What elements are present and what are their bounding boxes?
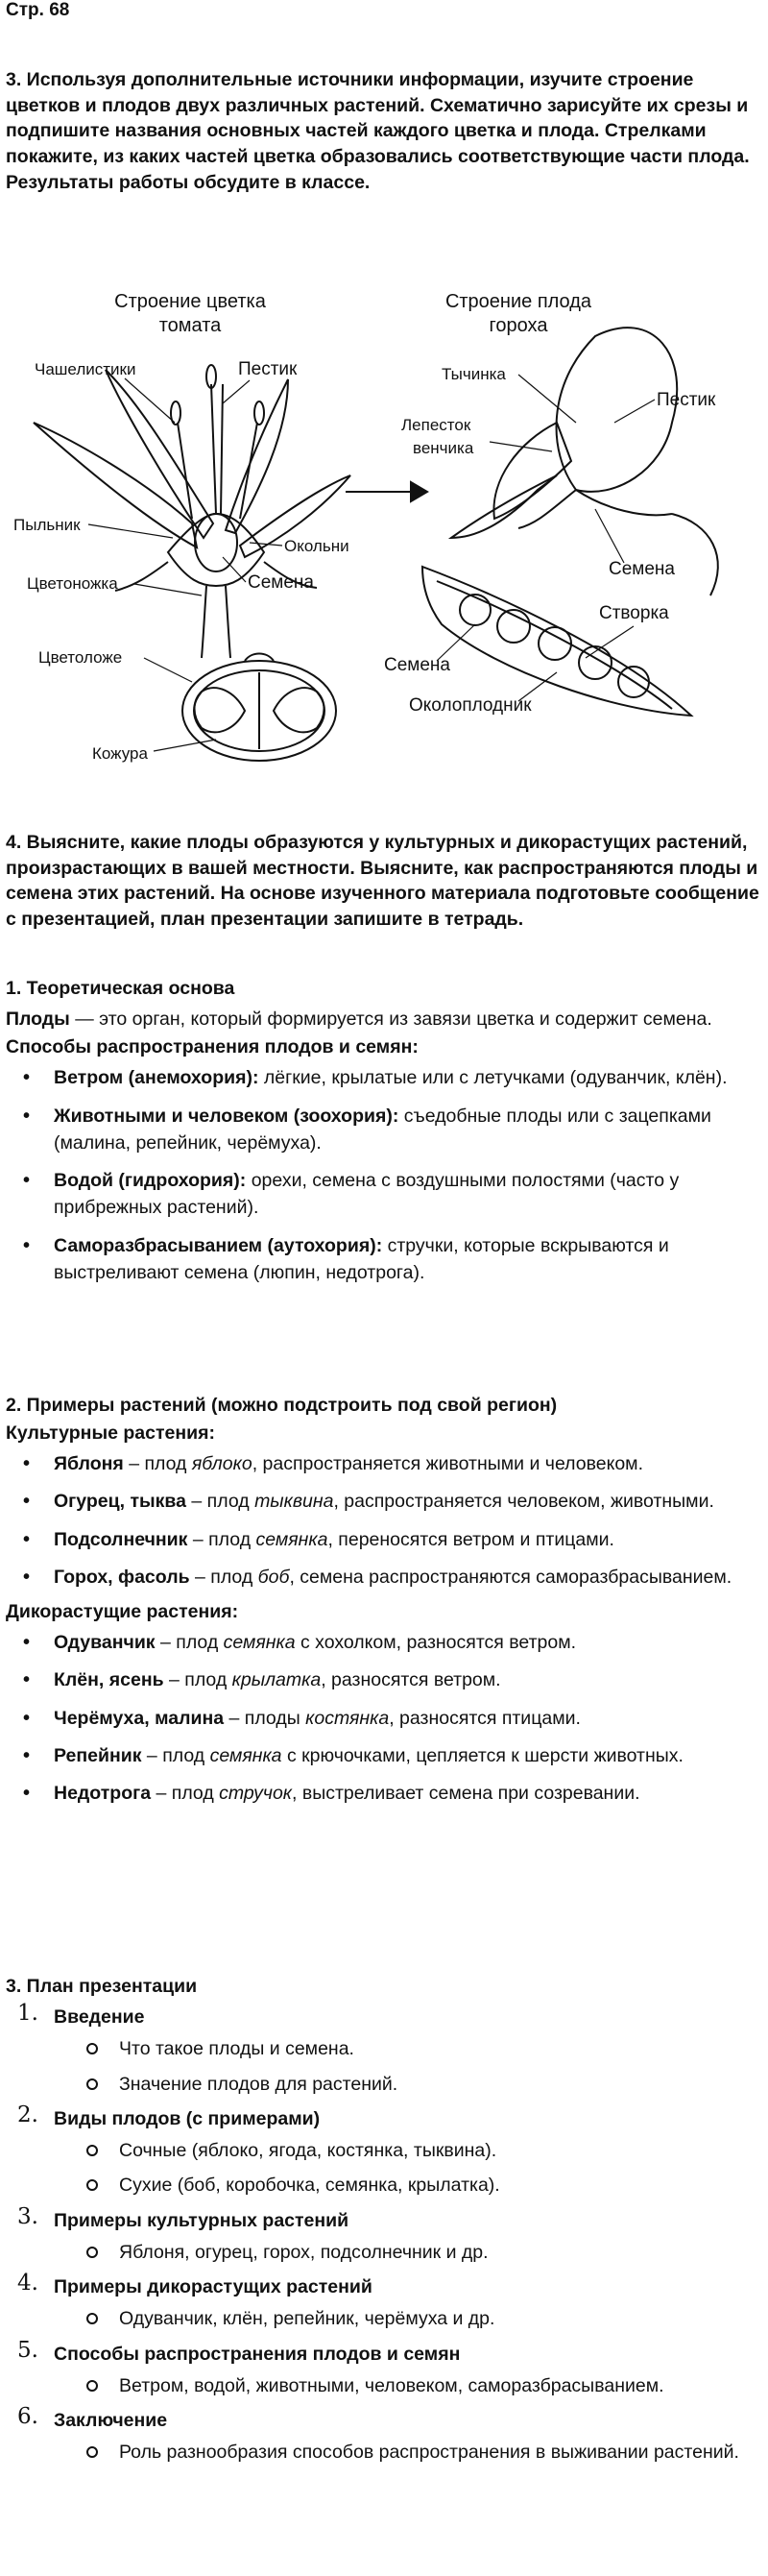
plan-item-title: Введение <box>54 2006 145 2028</box>
plan-item-number: 4. <box>17 2271 38 2297</box>
plant-structure-figure <box>0 279 768 778</box>
task-3-text: 3. Используя дополнительные источники информации, изучите строение цветков и плодов двух различных растений. Схематично зарисуйте их срезы и подпишите названия основных частей каждого цветка и плода. Стрелками покажите, из каких частей цветка образовались соответствующие части плода. Результаты работы обсудите в классе. <box>6 69 750 193</box>
label-okoloplodnik: Околоплодник <box>409 695 532 716</box>
label-chashelistiki: Чашелистики <box>35 360 136 378</box>
fruit-definition <box>6 1006 759 1033</box>
method-text: стручки, которые вскрываются и выстреливают семена (люпин, недотрога). <box>54 1234 669 1283</box>
wild-list <box>6 1629 759 1807</box>
text: – плоды <box>224 1707 306 1729</box>
text: – плод <box>151 1783 220 1805</box>
method-text: съедобные плоды или с зацепками (малина, репейник, черёмуха). <box>54 1105 711 1154</box>
plan-item <box>6 2102 759 2199</box>
method-text: лёгкие, крылатые или с летучками (одуванчик, клён). <box>258 1067 728 1089</box>
plan-sublist <box>54 2137 759 2199</box>
plan-item-title: Способы распространения плодов и семян <box>54 2343 461 2365</box>
definition-term: Плоды <box>6 1009 70 1030</box>
plan-item <box>6 2404 759 2467</box>
text: – плод <box>187 1528 256 1550</box>
plant-name: Яблоня <box>54 1453 124 1474</box>
fruit-type: крылатка <box>231 1669 322 1691</box>
list-item <box>6 1526 759 1553</box>
theory-heading: 1. Теоретическая основа <box>6 978 235 999</box>
text: , выстреливает семена при созревании. <box>292 1783 640 1805</box>
list-item <box>6 1167 759 1222</box>
plan-subitem: Одуванчик, клён, репейник, черёмуха и др. <box>54 2305 759 2332</box>
plan-subitem: Сочные (яблоко, ягода, костянка, тыквина). <box>54 2137 759 2164</box>
label-tsvetonozhka: Цветоножка <box>27 574 118 593</box>
plan-item <box>6 2273 759 2333</box>
list-item <box>6 1742 759 1769</box>
methods-list <box>6 1064 759 1286</box>
plan-item-number: 6. <box>17 2404 38 2430</box>
plant-name: Одуванчик <box>54 1632 156 1654</box>
definition-text: — это орган, который формируется из завязи цветка и содержит семена. <box>69 1009 712 1030</box>
list-item <box>6 1488 759 1515</box>
plan-item-number: 2. <box>17 2102 38 2127</box>
tomato-flower-drawing <box>34 365 350 658</box>
text: – плод <box>141 1744 210 1766</box>
label-kozhura: Кожура <box>92 744 148 763</box>
label-stvorka: Створка <box>599 603 669 623</box>
figure-title-left-1: Строение цветка <box>114 291 266 312</box>
plan-item <box>6 2337 759 2400</box>
text: , переносятся ветром и птицами. <box>327 1528 614 1550</box>
method-term: Саморазбрасыванием (аутохория): <box>54 1234 383 1256</box>
list-item <box>6 1103 759 1157</box>
plan-item-title: Виды плодов (с примерами) <box>54 2107 321 2129</box>
theory-section <box>6 978 759 1297</box>
plan-subitem: Ветром, водой, животными, человеком, саморазбрасыванием. <box>54 2372 759 2399</box>
list-item <box>6 1232 759 1287</box>
wild-heading: Дикорастущие растения: <box>6 1601 239 1623</box>
text: – плод <box>186 1491 255 1513</box>
label-semena-right-top: Семена <box>609 559 675 579</box>
plan-subitem: Роль разнообразия способов распространения в выживании растений. <box>54 2439 759 2466</box>
plan-subitem: Что такое плоды и семена. <box>54 2035 759 2062</box>
plan-sublist <box>54 2372 759 2399</box>
task-4-text: 4. Выясните, какие плоды образуются у культурных и дикорастущих растений, произрастающих в вашей местности. Выясните, как распространяются плоды и семена этих растений. На основе изученного материала подготовьте сообщение с презентацией, план презентации запишите в тетрадь. <box>6 832 759 931</box>
plan-section <box>6 1976 759 2474</box>
plan-item-number: 5. <box>17 2337 38 2363</box>
label-pylnik: Пыльник <box>13 516 81 534</box>
text: , распространяется человеком, животными. <box>333 1491 714 1513</box>
list-item <box>6 1666 759 1693</box>
text: – плод <box>189 1566 258 1588</box>
plan-item <box>6 2203 759 2267</box>
plan-list <box>6 2001 759 2467</box>
fruit-type: семянка <box>209 1744 282 1766</box>
plan-subitem: Сухие (боб, коробочка, семянка, крылатка). <box>54 2172 759 2199</box>
text: с крючочками, цепляется к шерсти животных. <box>281 1744 684 1766</box>
plan-item-title: Примеры дикорастущих растений <box>54 2276 372 2298</box>
text: , разносятся птицами. <box>389 1707 581 1729</box>
text: – плод <box>155 1632 224 1654</box>
text: , распространяется животными и человеком. <box>252 1453 644 1474</box>
fruit-type: яблоко <box>191 1453 252 1474</box>
plan-sublist <box>54 2305 759 2332</box>
figure-title-right-2: гороха <box>489 315 548 336</box>
plan-sublist <box>54 2239 759 2266</box>
plan-sublist <box>54 2439 759 2466</box>
method-term: Ветром (анемохория): <box>54 1067 259 1089</box>
list-item <box>6 1780 759 1807</box>
examples-heading: 2. Примеры растений (можно подстроить под свой регион) <box>6 1395 558 1416</box>
label-semena-left: Семена <box>248 572 314 593</box>
tomato-cross-section-drawing <box>182 654 336 762</box>
figure-title-left-2: томата <box>158 315 222 336</box>
label-pestik-right: Пестик <box>657 390 716 410</box>
plan-item-title: Примеры культурных растений <box>54 2209 349 2231</box>
text: , разносятся ветром. <box>321 1669 501 1691</box>
method-text: орехи, семена с воздушными полостями (часто у прибрежных растений). <box>54 1170 680 1219</box>
plant-name: Горох, фасоль <box>54 1566 190 1588</box>
pea-pod-drawing <box>422 567 691 716</box>
plan-item-number: 1. <box>17 2001 38 2026</box>
examples-section <box>6 1395 759 1817</box>
label-lepestok-2: венчика <box>413 439 474 457</box>
label-tychinka: Тычинка <box>442 365 506 383</box>
plan-item-title: Заключение <box>54 2410 168 2432</box>
fruit-type: семянка <box>255 1528 328 1550</box>
methods-heading: Способы распространения плодов и семян: <box>6 1036 419 1058</box>
fruit-type: боб <box>257 1566 290 1588</box>
plan-sublist <box>54 2035 759 2098</box>
fruit-type: костянка <box>305 1707 390 1729</box>
plant-name: Клён, ясень <box>54 1669 164 1691</box>
list-item <box>6 1064 759 1091</box>
plant-name: Огурец, тыква <box>54 1491 186 1513</box>
label-okolni: Окольни <box>284 537 349 555</box>
plan-heading: 3. План презентации <box>6 1976 198 1997</box>
list-item <box>6 1564 759 1591</box>
label-semena-pod: Семена <box>384 655 450 675</box>
figure-title-right-1: Строение плода <box>444 291 592 312</box>
label-tsvetolozhe: Цветоложе <box>38 648 123 667</box>
list-item <box>6 1450 759 1477</box>
plan-subitem: Значение плодов для растений. <box>54 2071 759 2098</box>
list-item <box>6 1705 759 1732</box>
label-pestik-left: Пестик <box>238 359 298 379</box>
fruit-type: тыквина <box>254 1491 334 1513</box>
plan-item-number: 3. <box>17 2203 38 2229</box>
plant-name: Репейник <box>54 1744 142 1766</box>
label-lepestok-1: Лепесток <box>401 416 471 434</box>
text: , семена распространяются саморазбрасыванием. <box>289 1566 732 1588</box>
cultivated-heading: Культурные растения: <box>6 1422 216 1444</box>
text: с хохолком, разносятся ветром. <box>295 1632 577 1654</box>
text: – плод <box>123 1453 192 1474</box>
plan-item <box>6 2001 759 2098</box>
fruit-type: семянка <box>223 1632 296 1654</box>
method-term: Животными и человеком (зоохория): <box>54 1105 399 1127</box>
plant-name: Черёмуха, малина <box>54 1707 225 1729</box>
plant-name: Недотрога <box>54 1783 152 1805</box>
page-number: Стр. 68 <box>6 0 70 20</box>
plant-name: Подсолнечник <box>54 1528 188 1550</box>
plan-subitem: Яблоня, огурец, горох, подсолнечник и др. <box>54 2239 759 2266</box>
text: – плод <box>163 1669 232 1691</box>
list-item <box>6 1629 759 1656</box>
method-term: Водой (гидрохория): <box>54 1170 247 1192</box>
fruit-type: стручок <box>219 1783 293 1805</box>
cultivated-list <box>6 1450 759 1591</box>
